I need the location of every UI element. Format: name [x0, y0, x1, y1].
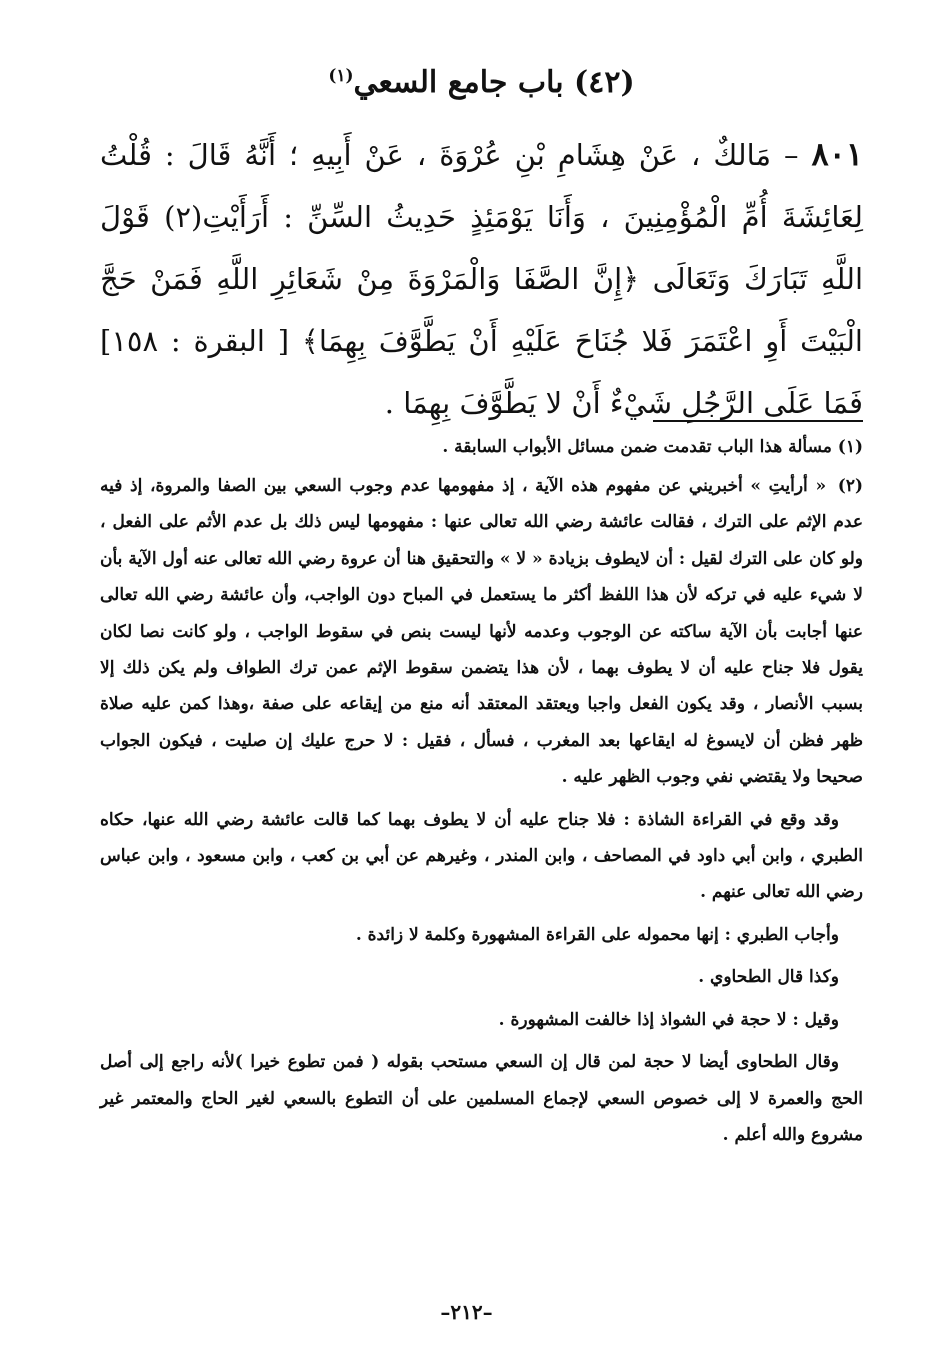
chapter-title	[100, 56, 863, 103]
footnote-paragraph-shawadh: وقيل : لا حجة في الشواذ إذا خالفت المشهورة .	[498, 1009, 839, 1030]
footnote-2-text: « أرأيتِ » أخبريني عن مفهوم هذه الآية ، إذ مفهومها عدم وجوب السعي بين الصفا والمروة، إذ فيه عدم الإثم على الترك ، فقالت عائشة رضي الله تعالى عنها : مفهومها ليس ذلك بل عدم الأثم على الفعل ، ولو كان على الترك لقيل : أن لايطوف بزيادة « لا » والتحقيق هنا أن عروة رضي الله تعالى عنه أول الآية بأن لا شيء عليه في تركه لأن هذا اللفظ أكثر ما يستعمل في المباح دون الواجب، وأن عائشة رضي الله تعالى عنها أجابت بأن الآية ساكته عن الوجوب وعدمه لأنها ليست بنص في سقوط الواجب ، ولو كانت نصا لكان يقول فلا جناح عليه أن لا يطوف بهما ، لأن هذا يتضمن سقوط الإثم عمن ترك الطواف ولم يكن ذلك إلا بسبب الأنصار ، وقد يكون الفعل واجبا ويعتقد المعتقد أنه منع من إيقاعه على صفة ،وهذا كمن عليه صلاة ظهر فظن أن لايسوغ له ايقاعها بعد المغرب ، فسأل ، فقيل : لا حرج عليك إن صليت ، فيكون الجواب صحيحا ولا يقتضي نفي وجوب الظهر عليه .	[100, 476, 863, 788]
footnote-paragraph-tahawi-2: وقال الطحاوى أيضا لا حجة لمن قال إن السعي مستحب بقوله ( فمن تطوع خيرا )لأنه راجع إلى أصل الحج والعمرة لا إلى خصوص السعي لإجماع المسلمين على أن التطوع بالسعي لغير الحاج والمعتمر غير مشروع والله أعلم .	[100, 1052, 863, 1145]
hadith-text	[100, 123, 863, 434]
footnote-paragraph-tabari: وأجاب الطبري : إنها محموله على القراءة المشهورة وكلمة لا زائدة .	[355, 924, 839, 945]
hadith-body: – مَالكٌ ، عَنْ هِشَامِ بْنِ عُرْوَةَ ، عَنْ أَبِيهِ ؛ أَنَّهُ قَالَ : قُلْتُ لِعَائِشَةَ أُمِّ الْمُؤْمِنِينَ ، وَأَنَا يَوْمَئِذٍ حَدِيثُ السِّنِّ : أَرَأَيْتِ(٢) قَوْلَ اللَّهِ تَبَارَكَ وَتَعَالَى ﴿إِنَّ الصَّفَا وَالْمَرْوَةَ مِنْ شَعَائِرِ اللَّهِ فَمَنْ حَجَّ الْبَيْتَ أَوِ اعْتَمَرَ فَلا جُنَاحَ عَلَيْهِ أَنْ يَطَّوَّفَ بِهِمَا﴾ [ البقرة : ١٥٨] فَمَا عَلَى الرَّجُلِ شَيْءٌ أَنْ لا يَطَّوَّفَ بِهِمَا .	[100, 138, 863, 420]
hadith-number: ٨٠١	[811, 135, 863, 173]
footnote-1: (١) مسألة هذا الباب تقدمت ضمن مسائل الأبواب السابقة .	[442, 437, 863, 457]
footnote-2-mark: (٢)	[837, 476, 864, 496]
footnote-2	[100, 468, 863, 796]
footnote-paragraph-shadh-reading: وقد وقع في القراءة الشاذة : فلا جناح عليه أن لا يطوف بهما كما قالت عائشة رضي الله عنها، حكاه الطبري ، وابن أبي داود في المصاحف ، وابن المندر ، وغيرهم عن أبي بن كعب ، وابن مسعود ، وابن عباس رضي الله تعالى عنهم .	[100, 809, 863, 903]
page-number: –٢١٢–	[440, 1300, 493, 1324]
chapter-title-text: (٤٢) باب جامع السعي	[353, 65, 635, 100]
chapter-note-ref: (١)	[328, 66, 354, 86]
footnote-paragraph-tahawi: وكذا قال الطحاوي .	[698, 967, 839, 988]
